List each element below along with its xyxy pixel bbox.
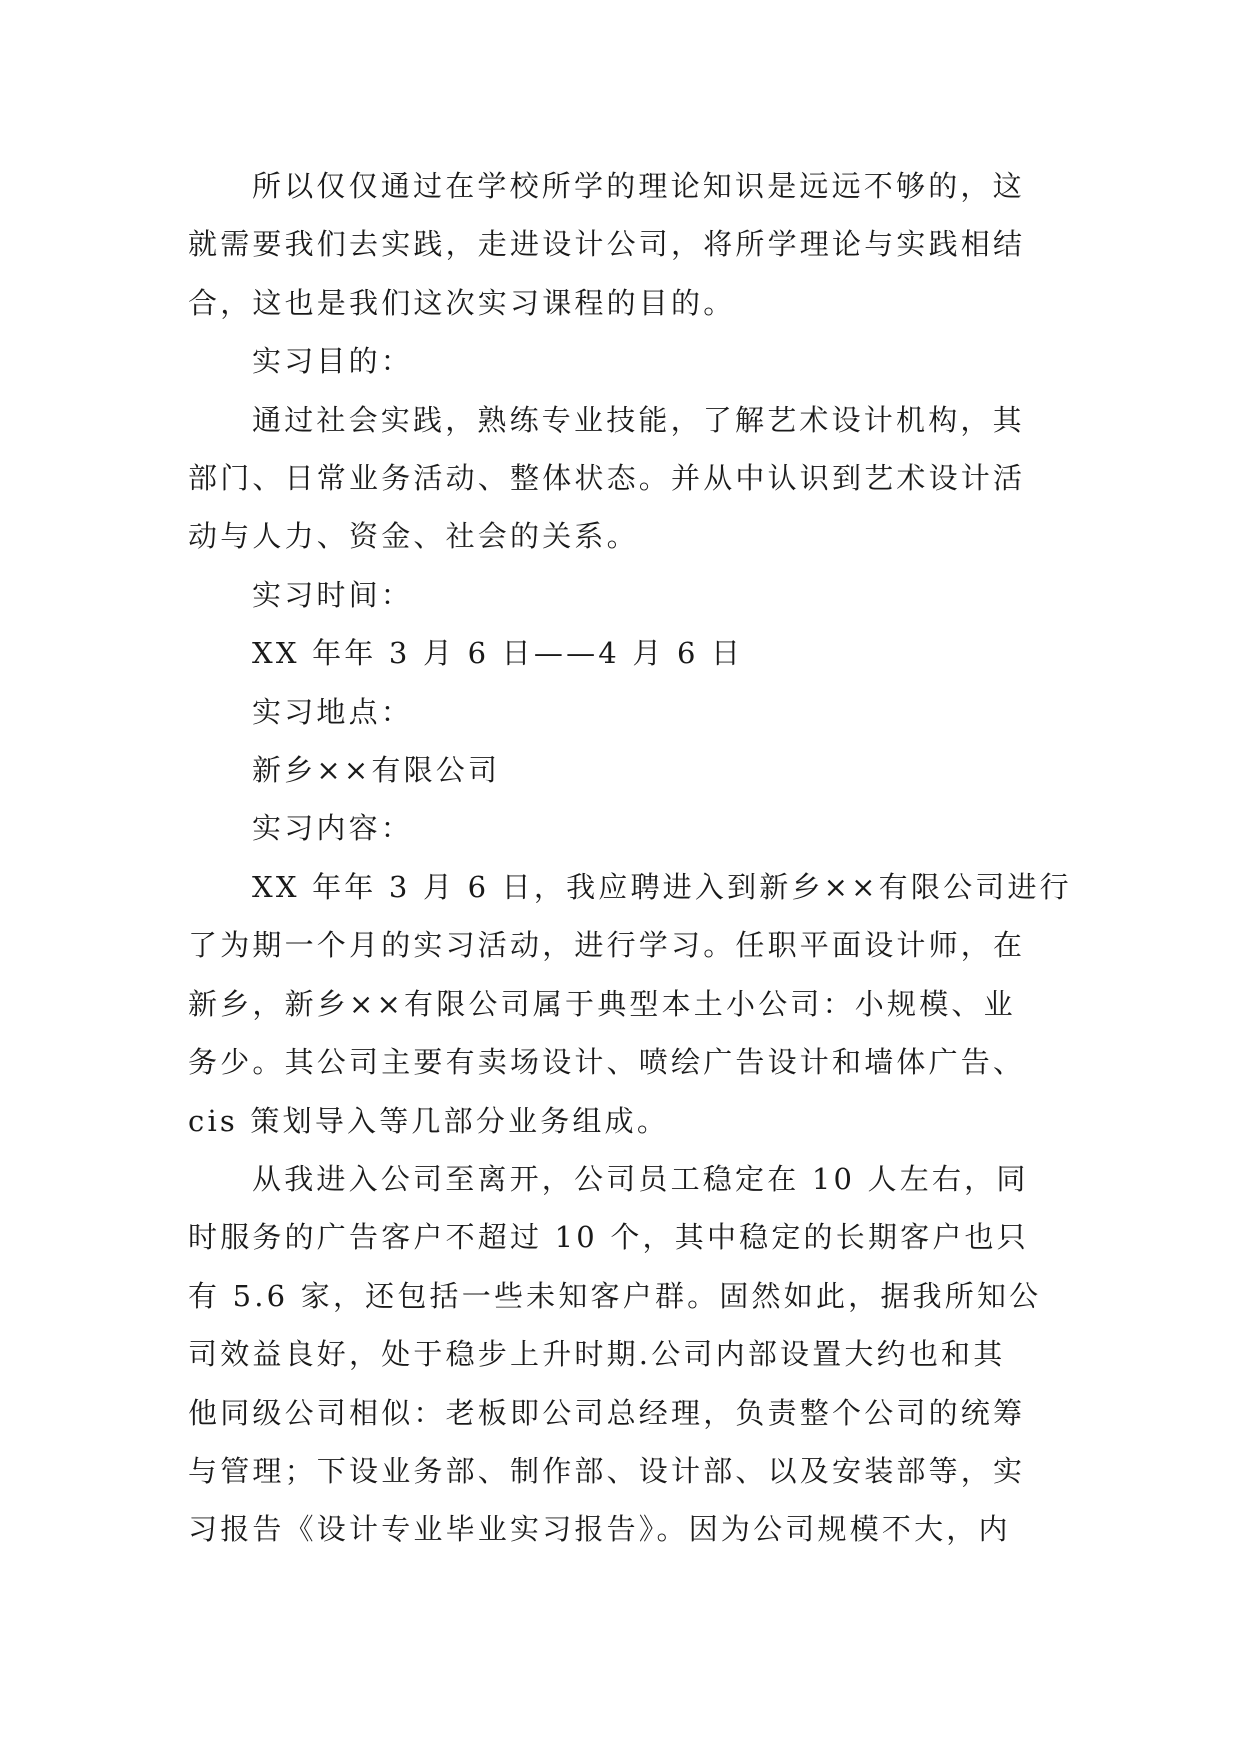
text-line: 部门、日常业务活动、整体状态。并从中认识到艺术设计活 <box>188 461 1026 496</box>
paragraph-location <box>188 741 1058 799</box>
text-line: 从我进入公司至离开，公司员工稳定在 10 人左右，同 <box>252 1161 1029 1196</box>
heading-time <box>188 566 1058 624</box>
paragraph-intro <box>188 157 1058 332</box>
paragraph-content <box>188 858 1072 1150</box>
heading-purpose <box>188 332 1058 390</box>
text-line: 动与人力、资金、社会的关系。 <box>188 519 639 554</box>
paragraph-time <box>188 624 1058 682</box>
heading-location <box>188 683 1058 741</box>
heading-content <box>188 799 1058 857</box>
text-line: 习报告《设计专业毕业实习报告》。因为公司规模不大，内 <box>188 1512 1011 1547</box>
text-line: 合，这也是我们这次实习课程的目的。 <box>188 285 736 320</box>
text-line: 务少。其公司主要有卖场设计、喷绘广告设计和墙体广告、 <box>188 1045 1026 1080</box>
text-line: 时服务的广告客户不超过 10 个，其中稳定的长期客户也只 <box>188 1220 1029 1255</box>
section-heading: 实习目的： <box>252 344 414 379</box>
text-line: 司效益良好，处于稳步上升时期.公司内部设置大约也和其 <box>188 1337 1006 1372</box>
text-line: 他同级公司相似：老板即公司总经理，负责整个公司的统筹 <box>188 1395 1026 1430</box>
section-heading: 实习时间： <box>252 577 414 612</box>
section-heading: 实习地点： <box>252 694 414 729</box>
text-line: 新乡，新乡××有限公司属于典型本土小公司：小规模、业 <box>188 986 1016 1021</box>
text-line: 了为期一个月的实习活动，进行学习。任职平面设计师，在 <box>188 928 1026 963</box>
text-line: 就需要我们去实践，走进设计公司，将所学理论与实践相结 <box>188 227 1026 262</box>
text-line: 有 5.6 家，还包括一些未知客户群。固然如此，据我所知公 <box>188 1278 1042 1313</box>
text-line: 与管理；下设业务部、制作部、设计部、以及安装部等，实 <box>188 1453 1026 1488</box>
document-body <box>188 157 1072 1559</box>
text-line: 通过社会实践，熟练专业技能，了解艺术设计机构，其 <box>252 402 1025 437</box>
text-line: XX 年年 3 月 6 日，我应聘进入到新乡××有限公司进行 <box>252 869 1072 904</box>
text-line: 新乡××有限公司 <box>252 753 501 788</box>
text-line: 所以仅仅通过在学校所学的理论知识是远远不够的，这 <box>252 169 1025 203</box>
section-heading: 实习内容： <box>252 811 414 846</box>
paragraph-company <box>188 1150 1058 1559</box>
paragraph-purpose <box>188 391 1058 566</box>
text-line: XX 年年 3 月 6 日——4 月 6 日 <box>252 636 744 671</box>
text-line: cis 策划导入等几部分业务组成。 <box>188 1103 670 1138</box>
